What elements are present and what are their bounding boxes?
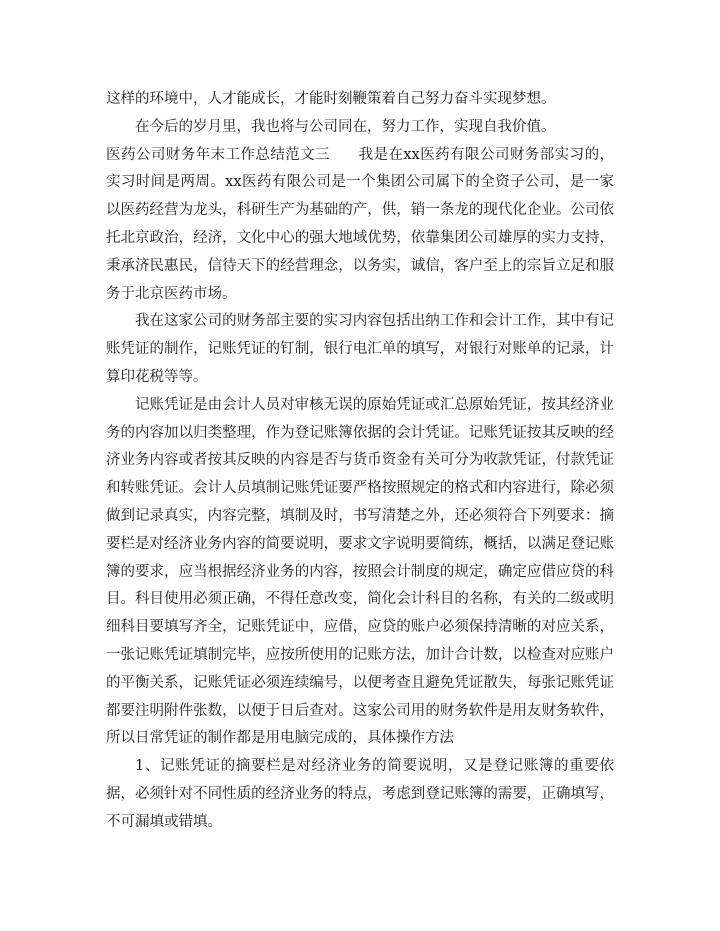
paragraph-4: 我在这家公司的财务部主要的实习内容包括出纳工作和会计工作，其中有记账凭证的制作，记账凭证的钉制，银行电汇单的填写，对银行对账单的记录，计算印花税等等。: [106, 313, 614, 385]
paragraph-6: 1、记账凭证的摘要栏是对经济业务的简要说明，又是登记账簿的重要依据，必须针对不同性质的经济业务的特点，考虑到登记账簿的需要，正确填写，不可漏填或错填。: [106, 758, 614, 830]
paragraph-3-body: 我是在xx医药有限公司财务部实习的，实习时间是两周。xx医药有限公司是一个集团公司属下的全资子公司，是一家以医药经营为龙头，科研生产为基础的产，供，销一条龙的现代化企业。公司依托北京政治，经济，文化中心的强大地域优势，依靠集团公司雄厚的实力支持，秉承济民惠民，信待天下的经营理念，以务实，诚信，客户至上的宗旨立足和服务于北京医药市场。: [106, 146, 615, 302]
paragraph-5: 记账凭证是由会计人员对审核无误的原始凭证或汇总原始凭证，按其经济业务的内容加以归类整理，作为登记账簿依据的会计凭证。记账凭证按其反映的经济业务内容或者按其反映的内容是否与货币资金有关可分为收款凭证，付款凭证和转账凭证。会计人员填制记账凭证要严格按照规定的格式和内容进行，除必须做到记录真实，内容完整，填制及时，书写清楚之外，还必须符合下列要求：摘要栏是对经济业务内容的简要说明，要求文字说明要简练，概括，以满足登记账簿的要求，应当根据经济业务的内容，按照会计制度的规定，确定应借应贷的科目。科目使用必须正确，不得任意改变，简化会计科目的名称，有关的二级或明细科目要填写齐全，记账凭证中，应借，应贷的账户必须保持清晰的对应关系，一张记账凭证填制完毕，应按所使用的记账方法，加计合计数，以检查对应账户的平衡关系，记账凭证必须连续编号，以便考查且避免凭证散失，每张记账凭证都要注明附件张数，以便于日后查对。这家公司用的财务软件是用友财务软件，所以日常凭证的制作都是用电脑完成的，具体操作方法: [106, 396, 614, 747]
paragraph-2: 在今后的岁月里，我也将与公司同在，努力工作，实现自我价值。: [135, 118, 556, 135]
document-page: [106, 86, 614, 837]
paragraph-3: [106, 142, 614, 309]
section-title: 医药公司财务年末工作总结范文三: [106, 146, 331, 163]
paragraph-1: 这样的环境中，人才能成长，才能时刻鞭策着自己努力奋斗实现梦想。: [106, 91, 556, 107]
